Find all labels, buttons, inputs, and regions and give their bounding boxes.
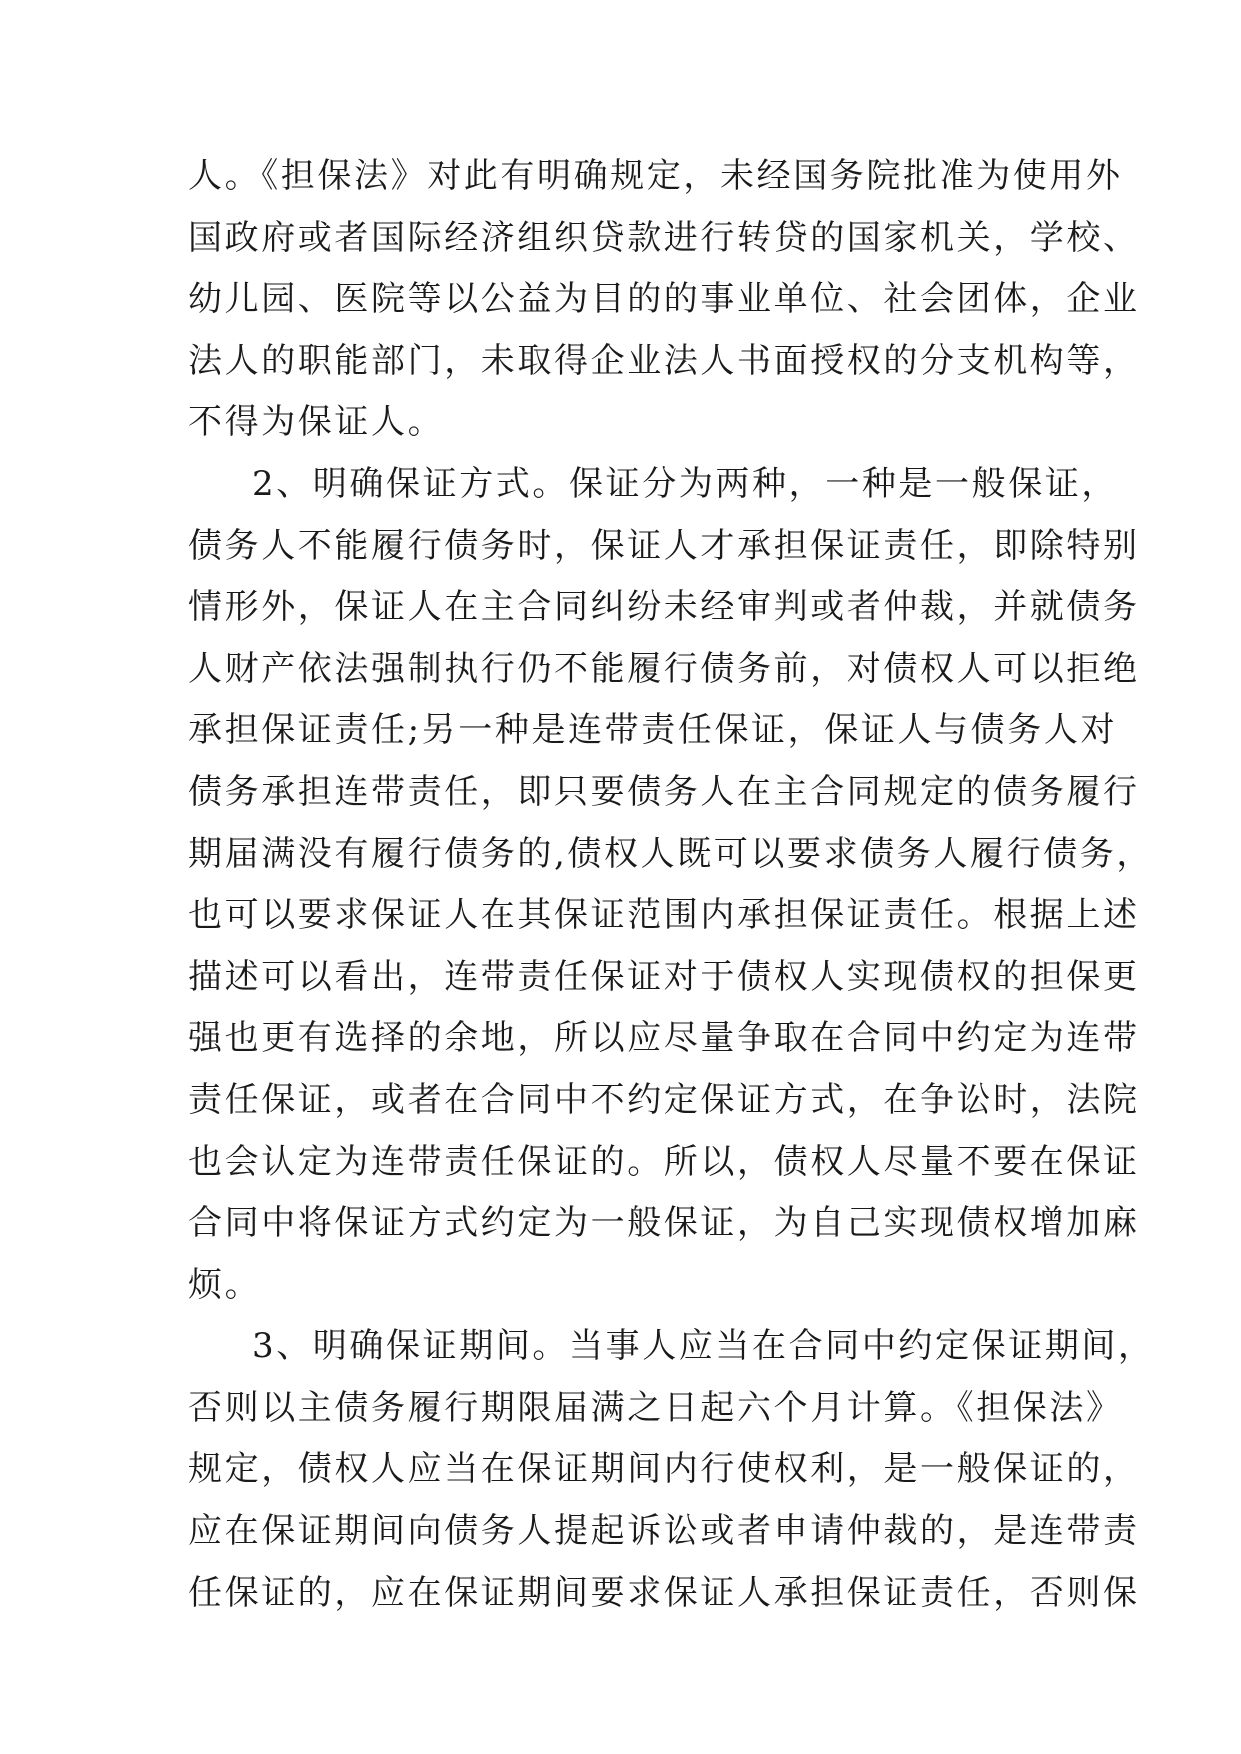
text-line: 也可以要求保证人在其保证范围内承担保证责任。根据上述 xyxy=(188,895,1140,936)
text-line: 烦。 xyxy=(188,1264,262,1305)
paragraph-first-line: 3、明确保证期间。当事人应当在合同中约定保证期间， xyxy=(252,1326,1155,1367)
text-line: 期届满没有履行债务的,债权人既可以要求债务人履行债务， xyxy=(188,833,1154,874)
text-line: 规定，债权人应当在保证期间内行使权利，是一般保证的， xyxy=(188,1449,1140,1490)
paragraph-first-line: 2、明确保证方式。保证分为两种，一种是一般保证， xyxy=(252,463,1119,504)
text-line: 情形外，保证人在主合同纠纷未经审判或者仲裁，并就债务 xyxy=(188,587,1140,628)
body-text xyxy=(188,146,1155,1624)
text-line: 描述可以看出，连带责任保证对于债权人实现债权的担保更 xyxy=(188,956,1140,997)
text-line: 人。《担保法》对此有明确规定，未经国务院批准为使用外 xyxy=(188,156,1123,196)
text-line: 责任保证，或者在合同中不约定保证方式，在争讼时，法院 xyxy=(188,1079,1140,1120)
text-line: 否则以主债务履行期限届满之日起六个月计算。《担保法》 xyxy=(188,1387,1123,1428)
text-line: 也会认定为连带责任保证的。所以，债权人尽量不要在保证 xyxy=(188,1141,1140,1182)
text-line: 应在保证期间向债务人提起诉讼或者申请仲裁的，是连带责 xyxy=(188,1511,1140,1552)
text-line: 合同中将保证方式约定为一般保证，为自己实现债权增加麻 xyxy=(188,1203,1140,1244)
text-line: 任保证的，应在保证期间要求保证人承担保证责任，否则保 xyxy=(188,1572,1140,1613)
text-line: 强也更有选择的余地，所以应尽量争取在合同中约定为连带 xyxy=(188,1018,1140,1059)
text-line: 国政府或者国际经济组织贷款进行转贷的国家机关，学校、 xyxy=(188,217,1140,258)
text-line: 不得为保证人。 xyxy=(188,402,445,443)
text-line: 人财产依法强制执行仍不能履行债务前，对债权人可以拒绝 xyxy=(188,648,1140,689)
text-line: 债务承担连带责任，即只要债务人在主合同规定的债务履行 xyxy=(188,771,1140,812)
text-line: 幼儿园、医院等以公益为目的的事业单位、社会团体，企业 xyxy=(188,279,1140,320)
text-line: 法人的职能部门，未取得企业法人书面授权的分支机构等， xyxy=(188,340,1140,381)
text-line: 债务人不能履行债务时，保证人才承担保证责任，即除特别 xyxy=(188,525,1140,566)
text-line: 承担保证责任;另一种是连带责任保证，保证人与债务人对 xyxy=(188,710,1118,751)
